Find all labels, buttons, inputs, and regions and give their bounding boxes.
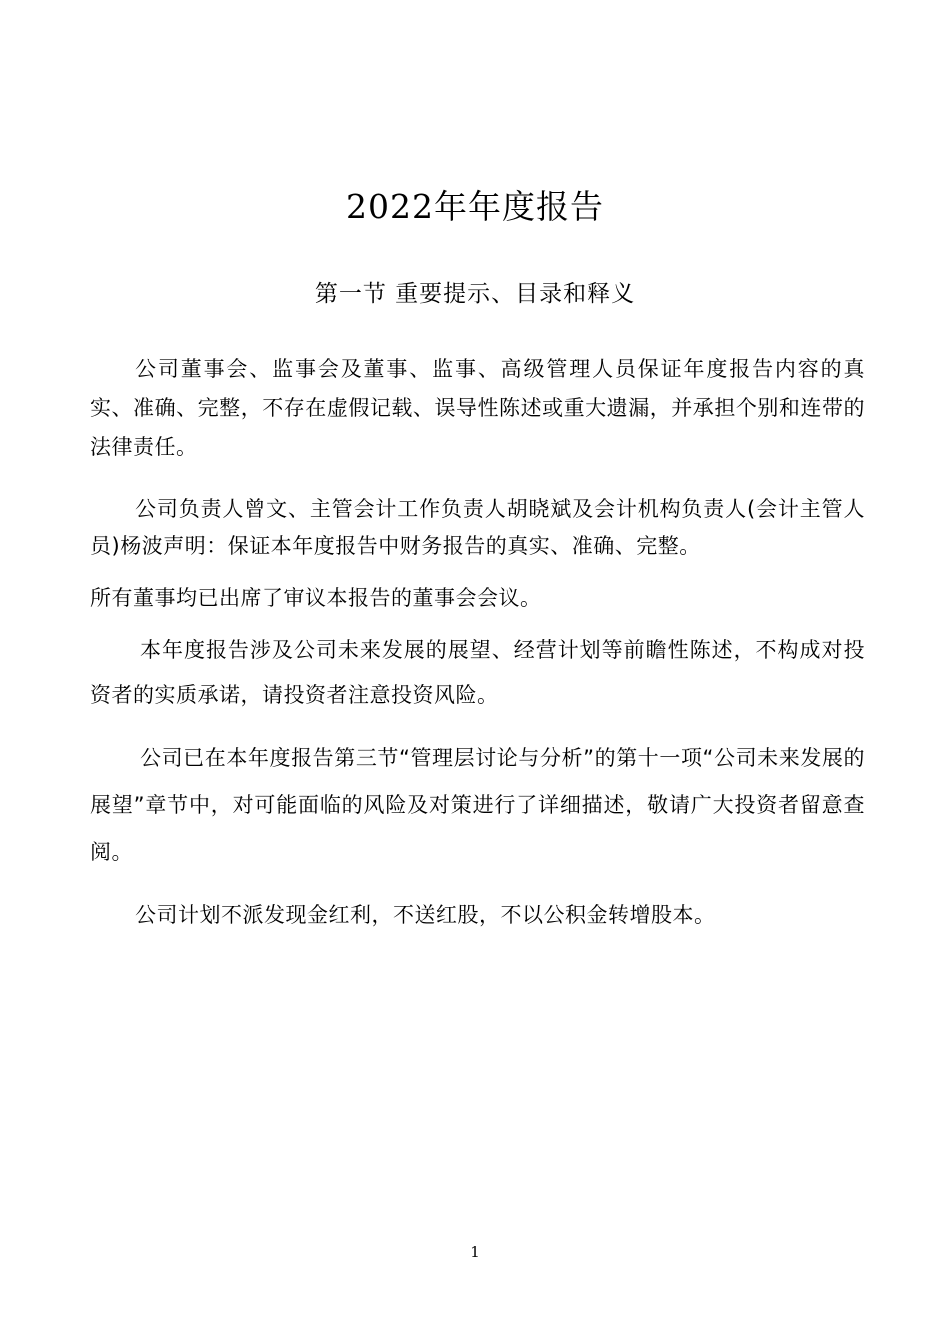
section-title: 第一节 重要提示、目录和释义 [314,281,636,307]
board-guarantee-paragraph: 公司董事会、监事会及董事、监事、高级管理人员保证年度报告内容的真实、准确、完整，不存在虚假记载、误导性陈述或重大遗漏，并承担个别和连带的法律责任。 [90,357,865,459]
forward-looking-statement-paragraph: 本年度报告涉及公司未来发展的展望、经营计划等前瞻性陈述，不构成对投资者的实质承诺，请投资者注意投资风险。 [90,638,865,707]
responsible-persons-statement-paragraph: 公司负责人曾文、主管会计工作负责人胡晓斌及会计机构负责人(会计主管人员)杨波声明：保证本年度报告中财务报告的真实、准确、完整。 [90,497,865,558]
page-number: 1 [470,1243,480,1261]
report-title: 2022年年度报告 [346,187,604,226]
directors-attendance-paragraph: 所有董事均已出席了审议本报告的董事会会议。 [90,586,542,610]
risk-description-paragraph: 公司已在本年度报告第三节“管理层讨论与分析”的第十一项“公司未来发展的展望”章节中，对可能面临的风险及对策进行了详细描述，敬请广大投资者留意查阅。 [90,746,865,864]
dividend-plan-paragraph: 公司计划不派发现金红利，不送红股，不以公积金转增股本。 [135,903,716,927]
